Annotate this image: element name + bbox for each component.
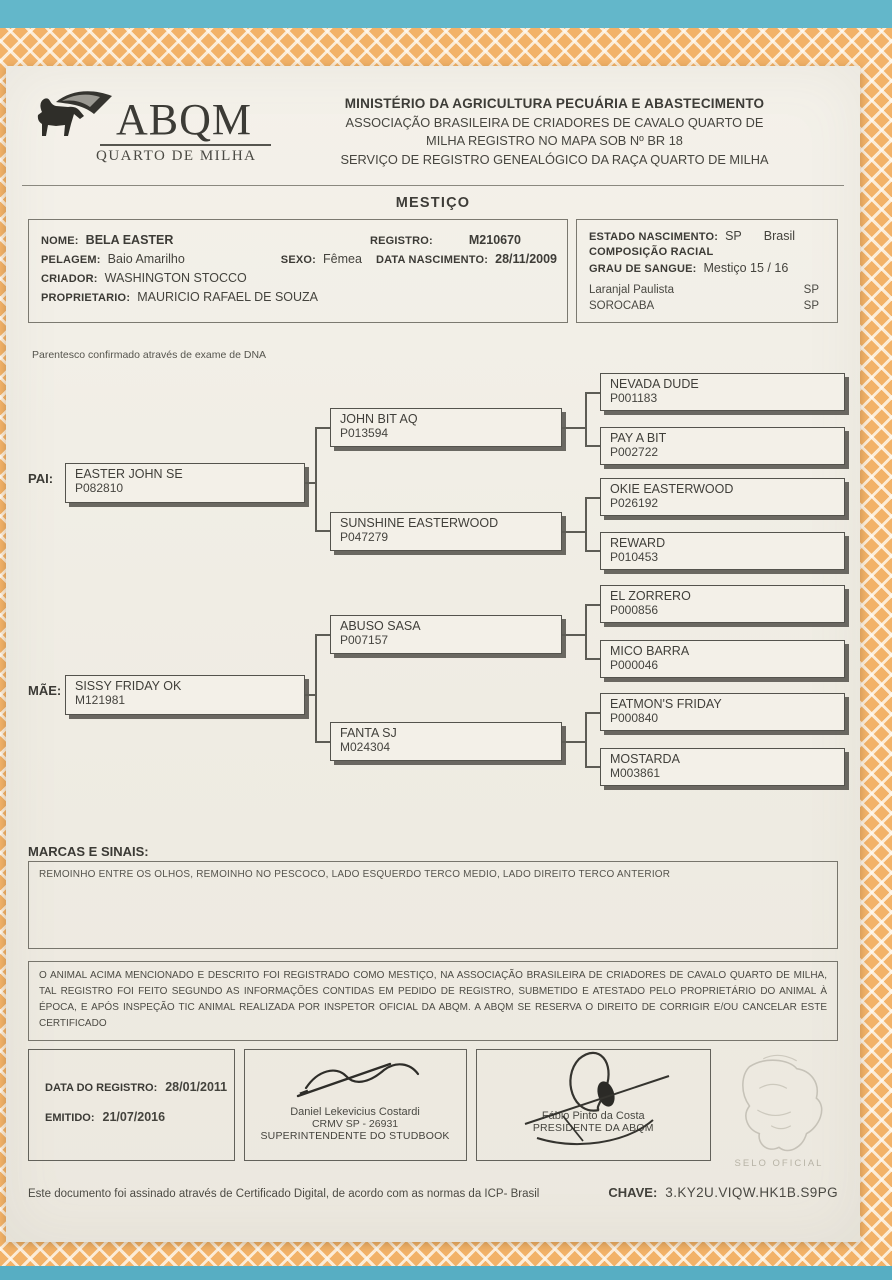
pedigree-connector [305,694,315,696]
footer [28,1185,838,1200]
pedigree-connector [585,604,587,659]
superintendente-nome: Daniel Lekevicius Costardi [290,1106,420,1119]
pedigree-connector [585,392,587,446]
pedigree-box-gen3 [600,373,845,411]
logo-divider [100,144,271,146]
nascimento-value: 28/11/2009 [495,252,557,267]
marcas-text: REMOINHO ENTRE OS OLHOS, REMOINHO NO PESCOCO, LADO ESQUERDO TERCO MEDIO, LADO DIREITO TERCO ANTERIOR [39,869,671,881]
horse-code: P010453 [610,550,659,565]
horse-code: M024304 [340,740,391,755]
horse-name: FANTA SJ [340,726,397,741]
criador-uf: SP [803,284,819,297]
header-line-3: MILHA REGISTRO NO MAPA SOB Nº BR 18 [426,133,683,149]
horse-code: P002722 [610,445,659,460]
pedigree-connector [315,530,330,532]
presidente-box [476,1049,711,1161]
header-line-1: MINISTÉRIO DA AGRICULTURA PECUÁRIA E ABASTECIMENTO [344,96,765,111]
header-line-2: ASSOCIAÇÃO BRASILEIRA DE CRIADORES DE CAVALO QUARTO DE [345,114,764,130]
pedigree-connector [585,712,587,767]
chave-group [608,1185,838,1200]
horse-name: SUNSHINE EASTERWOOD [340,516,499,531]
document-title: MESTIÇO [395,195,471,212]
sexo-label: SEXO: [280,254,317,267]
nome-value: BELA EASTER [85,233,174,248]
logo-subtitle: QUARTO DE MILHA [96,148,257,164]
mae-label: MÃE: [28,683,62,699]
horse-name: NEVADA DUDE [610,377,699,392]
proprietario-row [41,290,557,304]
horse-code: P047279 [340,530,389,545]
pedigree-connector [562,634,585,636]
horse-code: P001183 [610,391,658,406]
horse-code: P000856 [610,603,659,618]
registro-value: M210670 [468,233,521,248]
brazil-map-seal-icon [720,1049,838,1170]
horse-code: P082810 [75,481,124,496]
emitido-label: EMITIDO: [45,1112,95,1125]
pedigree-connector [585,550,600,552]
chave-value: 3.KY2U.VIQW.HK1B.S9PG [665,1185,838,1201]
pedigree-connector [315,634,317,742]
pedigree-box-gen2 [330,615,562,654]
emitido-row [45,1110,234,1124]
nome-row [41,233,557,247]
criador-value: WASHINGTON STOCCO [104,271,247,286]
pedigree-tree [28,365,838,810]
certificate-paper [6,66,860,1242]
proprietario-cidade: SOROCABA [589,300,655,313]
pedigree-box-gen2 [330,408,562,447]
registro-label: REGISTRO: [369,235,433,248]
birth-state-box [576,219,838,323]
horse-flag-icon [36,88,114,140]
horse-code: M121981 [75,693,126,708]
grau-label: GRAU DE SANGUE: [589,263,697,276]
estado-value: SP [725,229,742,244]
pedigree-connector [585,658,600,660]
pedigree-connector [315,634,330,636]
horse-name: JOHN BIT AQ [340,412,418,427]
pedigree-connector [562,427,585,429]
horse-name: EL ZORRERO [610,589,691,604]
superintendente-signature-icon [245,1054,466,1104]
criador-cidade: Laranjal Paulista [589,284,675,297]
marcas-box [28,861,838,949]
header-line-4: SERVIÇO DE REGISTRO GENEALÓGICO DA RAÇA QUARTO DE MILHA [340,151,769,167]
pedigree-connector [315,427,317,531]
data-registro-value: 28/01/2011 [165,1080,228,1095]
pelagem-label: PELAGEM: [41,254,101,267]
horse-code: P013594 [340,426,389,441]
estado-row [589,229,827,243]
marcas-label: MARCAS E SINAIS: [28,844,149,860]
animal-info-box [28,219,568,323]
composicao-row [589,246,827,258]
proprietario-cidade-row [589,300,827,312]
pais-value: Brasil [763,229,796,244]
dates-box [28,1049,235,1161]
pedigree-box-gen3 [600,640,845,678]
criador-row [41,271,557,285]
data-registro-label: DATA DO REGISTRO: [45,1082,158,1095]
horse-code: M003861 [610,766,661,781]
superintendente-box [244,1049,467,1161]
pedigree-connector [562,531,585,533]
pedigree-connector [585,497,587,551]
pedigree-box-gen3 [600,748,845,786]
horse-name: MICO BARRA [610,644,690,659]
horse-name: SISSY FRIDAY OK [75,679,182,694]
animal-info-section [28,219,838,323]
horse-name: REWARD [610,536,666,551]
grau-row [589,261,827,275]
pedigree-connector [562,741,585,743]
pedigree-connector [315,427,330,429]
superintendente-crmv: CRMV SP - 26931 [311,1118,399,1131]
pedigree-connector [315,741,330,743]
pedigree-box-gen2 [330,722,562,761]
pedigree-box-gen3 [600,532,845,570]
estado-label: ESTADO NASCIMENTO: [589,231,719,244]
horse-code: P007157 [340,633,389,648]
pedigree-connector [585,712,600,714]
nascimento-label: DATA NASCIMENTO: [375,254,489,267]
nome-label: NOME: [41,235,79,248]
pedigree-connector [585,766,600,768]
abqm-acronym: ABQM [116,95,253,145]
ministry-header-text [271,88,838,169]
superintendente-cargo: SUPERINTENDENTE DO STUDBOOK [260,1130,450,1143]
presidente-signature-icon [477,1046,710,1154]
proprietario-uf: SP [803,300,819,313]
proprietario-value: MAURICIO RAFAEL DE SOUZA [137,290,319,305]
pedigree-connector [305,482,315,484]
presidente-nome: Fábio Pinto da Costa [541,1110,645,1123]
composicao-label: COMPOSIÇÃO RACIAL [589,246,714,259]
certificate-statement: O ANIMAL ACIMA MENCIONADO E DESCRITO FOI REGISTRADO COMO MESTIÇO, NA ASSOCIAÇÃO BRASILEIRA DE CRIADORES DE CAVALO QUARTO DE MILHA, TAL REGISTRO FOI FEITO SEGUNDO AS INFORMAÇÕES CONTIDAS EM PEDIDO DE REGISTRO, SUBMETIDO E ATESTADO PELO PROPRIETÁRIO DO ANIMAL À ÉPOCA, E APÓS INSPEÇÃO TIC ANIMAL REALIZADA POR INSPETOR OFICIAL DA ABQM. A ABQM SE RESERVA O DIREITO DE CORRIGIR E/OU CANCELAR ESTE CERTIFICADO [39,970,827,1030]
horse-code: P026192 [610,496,659,511]
pelagem-row [41,252,557,266]
horse-name: MOSTARDA [610,752,680,767]
seal-label: SELO OFICIAL [734,1158,824,1170]
horse-name: EASTER JOHN SE [75,467,183,482]
horse-code: P000840 [610,711,659,726]
pelagem-value: Baio Amarilho [107,252,185,267]
official-seal [720,1049,838,1170]
sexo-value: Fêmea [323,252,362,267]
horse-name: ABUSO SASA [340,619,421,634]
pedigree-box-gen3 [600,478,845,516]
dna-note: Parentesco confirmado através de exame de DNA [32,349,267,362]
horse-code: P000046 [610,658,659,673]
criador-label: CRIADOR: [41,273,98,286]
certificate-statement-box [28,961,838,1041]
abqm-logo-row [36,88,271,145]
horse-name: OKIE EASTERWOOD [610,482,734,497]
grau-value: Mestiço 15 / 16 [703,261,789,276]
data-registro-row [45,1080,234,1094]
pedigree-connector [585,445,600,447]
pedigree-box-gen3 [600,693,845,731]
pedigree-connector [585,392,600,394]
presidente-cargo: PRESIDENTE DA ABQM [532,1122,654,1135]
abqm-logo [28,88,271,165]
header-divider [22,185,844,186]
horse-name: PAY A BIT [610,431,667,446]
pedigree-box-pai [65,463,305,503]
pedigree-connector [585,497,600,499]
pedigree-box-gen3 [600,427,845,465]
digital-signature-note: Este documento foi assinado através de Certificado Digital, de acordo com as normas da ICP- Brasil [28,1188,540,1201]
pedigree-box-mae [65,675,305,715]
pedigree-box-gen3 [600,585,845,623]
horse-name: EATMON'S FRIDAY [610,697,722,712]
chave-label: CHAVE: [608,1185,658,1201]
signature-section [28,1049,838,1170]
pai-label: PAI: [28,471,54,487]
criador-cidade-row [589,284,827,296]
emitido-value: 21/07/2016 [102,1110,166,1125]
pedigree-box-gen2 [330,512,562,551]
pedigree-connector [585,604,600,606]
document-header [28,66,838,169]
proprietario-label: PROPRIETARIO: [41,292,131,305]
